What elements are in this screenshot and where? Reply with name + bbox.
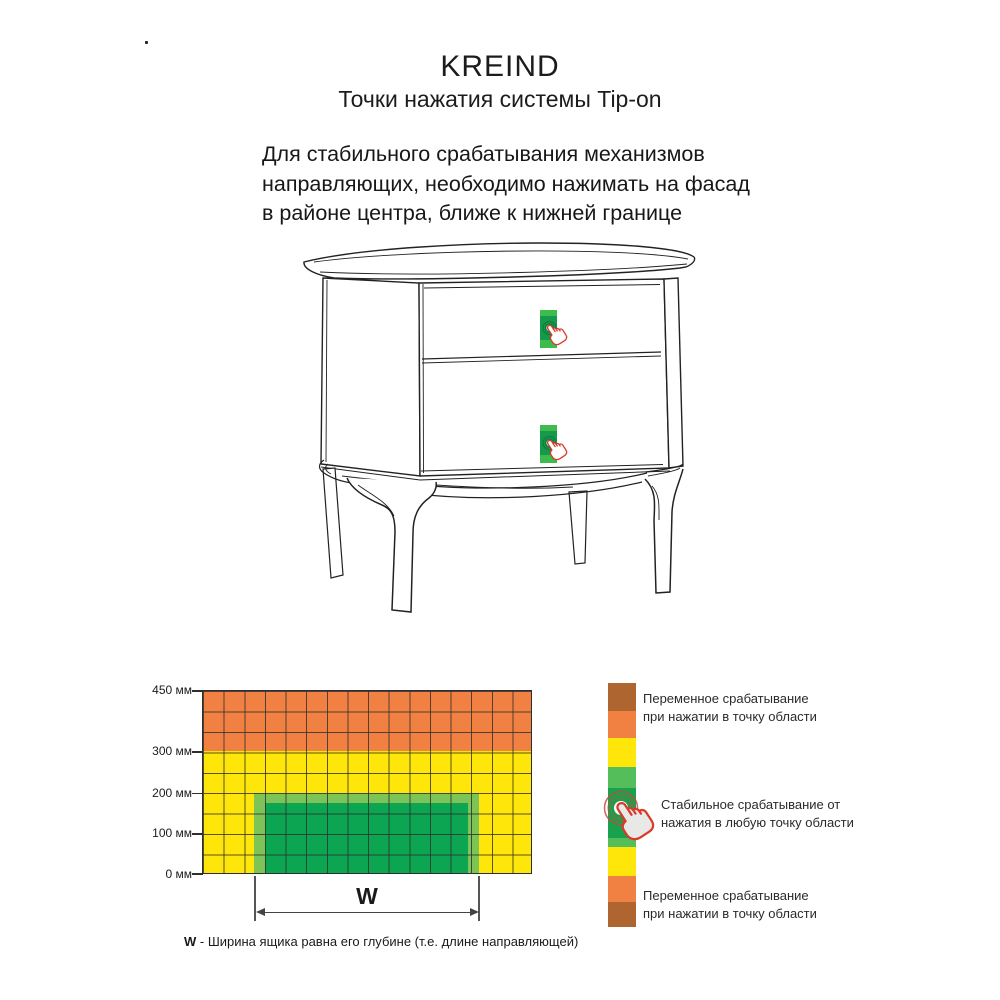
intro-line-1: Для стабильного срабатывания механизмов [262,142,705,166]
stray-dot [145,41,148,44]
axis-tick [192,873,203,875]
axis-label-200: 200 мм [152,785,192,800]
legend-line: нажатия в любую точку области [661,814,854,830]
footnote-term: W [184,934,197,949]
intro-paragraph [262,140,750,229]
pressure-zone-grid [202,690,532,874]
axis-label-450: 450 мм [152,683,192,697]
width-label: W [356,883,378,909]
legend-line: Переменное срабатывание [643,888,809,903]
furniture-illustration [290,240,710,630]
width-arrow [256,908,479,917]
arrow-line [262,912,473,913]
axis-tick [192,793,203,795]
axis-label-300: 300 мм [152,744,192,758]
legend-segment-orange-bottom [608,876,636,902]
axis-tick [192,690,203,692]
legend-segment-yellow-top [608,738,636,767]
legend-line: при нажатии в точку области [643,708,817,724]
legend-item-variable-top [643,690,817,725]
footnote [184,934,578,949]
axis-tick [192,833,203,835]
page-title: KREIND [440,50,560,83]
axis-label-0: 0 мм [165,867,192,881]
legend-line: при нажатии в точку области [643,905,817,921]
grid-lines [202,690,532,874]
legend-line: Стабильное срабатывание от [661,797,841,812]
legend-segment-orange-top [608,711,636,738]
axis-tick [192,751,203,753]
legend-segment-brown-bottom [608,902,636,927]
legend-line: Переменное срабатывание [643,691,809,706]
legend-segment-brown-top [608,683,636,711]
legend-item-variable-bottom [643,887,817,922]
intro-line-2: направляющих, необходимо нажимать на фасад [262,171,750,196]
page-subtitle: Точки нажатия системы Tip-on [338,86,662,112]
legend-item-stable [661,796,854,831]
arrowhead-right-icon [470,908,479,916]
intro-line-3: в районе центра, ближе к нижней границе [262,201,683,225]
nightstand-outline [304,243,695,612]
footnote-text: - Ширина ящика равна его глубине (т.е. длине направляющей) [196,934,579,949]
axis-label-100: 100 мм [152,826,192,840]
